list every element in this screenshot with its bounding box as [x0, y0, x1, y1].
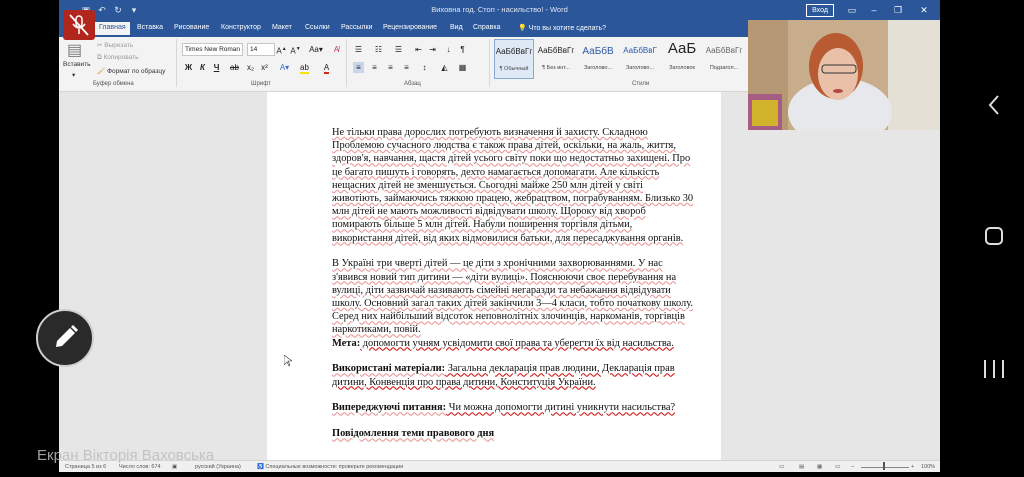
- style-normal[interactable]: [494, 39, 534, 79]
- style-title[interactable]: [662, 39, 702, 79]
- proofing-icon[interactable]: ▣: [172, 464, 178, 470]
- topic-heading-text: Повідомлення теми правового дня: [332, 428, 495, 440]
- materials-text: Загальна декларація прав людини, Декларація прав дитини, Конвенція про права дитини, Конституція України.: [332, 363, 675, 388]
- tab-draw[interactable]: Рисование: [174, 24, 210, 31]
- tab-references[interactable]: Ссылки: [305, 24, 330, 31]
- line-spacing-icon[interactable]: ↕: [422, 63, 427, 72]
- document-body[interactable]: [332, 126, 694, 440]
- clipboard-group-label: Буфер обмена: [93, 81, 134, 87]
- brush-icon: 🖌: [97, 68, 108, 75]
- restore-icon[interactable]: ❐: [893, 5, 903, 15]
- scissors-icon: ✂: [97, 42, 105, 49]
- focus-icon[interactable]: ▭: [779, 464, 785, 470]
- webcam-video: [748, 20, 944, 130]
- tab-mailings[interactable]: Рассылки: [341, 24, 373, 31]
- ribbon-display-options-icon[interactable]: ▭: [847, 5, 857, 15]
- page-count[interactable]: Страница 5 из 6: [65, 464, 107, 470]
- redo-icon[interactable]: ↻: [114, 5, 122, 15]
- print-layout-icon[interactable]: ▦: [817, 464, 823, 470]
- zoom-slider-thumb[interactable]: [883, 462, 885, 470]
- show-marks-icon[interactable]: ¶: [460, 45, 465, 54]
- ribbon-separator: [346, 39, 347, 87]
- font-group-label: Шрифт: [251, 81, 271, 87]
- customize-quick-access-icon[interactable]: ▾: [131, 5, 137, 15]
- accessibility-text: Специальные возможности: проверьте рекомендации: [265, 464, 404, 470]
- materials-line: [332, 362, 694, 388]
- align-left-icon[interactable]: ≡: [404, 63, 409, 72]
- copy-icon: ⧉: [97, 54, 104, 61]
- borders-icon[interactable]: ▦: [458, 63, 467, 72]
- mic-muted-icon[interactable]: [63, 10, 95, 40]
- goal-text: допомогти учням усвідомити свої права та уберегти їх від насильства.: [360, 337, 674, 349]
- paste-dropdown-icon[interactable]: ▾: [72, 72, 76, 79]
- cut-button[interactable]: [97, 41, 133, 49]
- web-layout-icon[interactable]: ▭: [835, 464, 841, 470]
- change-case-icon[interactable]: Aa▾: [309, 45, 323, 54]
- accessibility-status[interactable]: [257, 464, 403, 470]
- copy-label: Копировать: [103, 54, 139, 61]
- style-subtitle[interactable]: [704, 39, 744, 79]
- decrease-indent-icon[interactable]: ⇤: [415, 45, 422, 54]
- blank-line: [332, 245, 694, 258]
- undo-icon[interactable]: ↶: [98, 5, 106, 15]
- style-name: ¶ Без инт...: [542, 65, 570, 71]
- superscript-icon[interactable]: x²: [261, 63, 268, 72]
- subscript-icon[interactable]: x₂: [246, 63, 255, 72]
- blank-line: [332, 389, 694, 402]
- text-effects-icon[interactable]: A▾: [279, 63, 290, 72]
- align-justify-icon[interactable]: ≡: [353, 62, 364, 73]
- title-bar: [59, 0, 940, 20]
- language[interactable]: русский (Украина): [195, 464, 241, 470]
- goal-label: Мета:: [332, 337, 361, 349]
- strikethrough-icon[interactable]: ab: [230, 63, 239, 72]
- zoom-in-icon[interactable]: +: [911, 464, 915, 470]
- tell-me-text: Что вы хотите сделать?: [528, 25, 607, 32]
- multilevel-list-icon[interactable]: ☰: [394, 45, 403, 54]
- style-name: Заголово...: [625, 65, 655, 71]
- styles-group-label: Стили: [632, 81, 650, 87]
- style-preview: АаБбВвГ: [623, 46, 657, 55]
- question-label: Випереджуючі питання:: [332, 402, 447, 414]
- style-name: Заголово...: [583, 65, 613, 71]
- style-preview: АаБбВвГг: [537, 46, 575, 55]
- grow-font-icon[interactable]: A▲: [276, 46, 287, 56]
- numbering-icon[interactable]: ☷: [374, 45, 383, 54]
- tab-layout[interactable]: Макет: [272, 24, 292, 31]
- goal-line: [332, 337, 694, 350]
- style-heading-1[interactable]: [578, 39, 618, 79]
- copy-button[interactable]: [97, 54, 138, 62]
- tell-me-box[interactable]: [518, 24, 606, 32]
- cut-label: Вырезать: [104, 42, 134, 49]
- increase-indent-icon[interactable]: ⇥: [429, 45, 436, 54]
- zoom-slider[interactable]: [861, 467, 909, 468]
- font-color-icon[interactable]: A: [323, 63, 330, 72]
- minimize-icon[interactable]: –: [871, 5, 877, 15]
- accessibility-icon: ♿: [257, 464, 266, 470]
- materials-label: Використані матеріали:: [332, 363, 446, 375]
- style-name: Подзагол...: [709, 65, 739, 71]
- recents-icon[interactable]: [985, 360, 1003, 378]
- sort-icon[interactable]: ↓: [446, 45, 451, 54]
- style-preview: АаБ: [667, 40, 697, 57]
- participant-video-frame: [748, 20, 944, 130]
- highlight-icon[interactable]: ab: [300, 63, 309, 72]
- annotate-button[interactable]: [36, 309, 94, 367]
- shrink-font-icon[interactable]: A▼: [290, 46, 301, 56]
- tab-help[interactable]: Справка: [473, 24, 501, 31]
- clear-formatting-icon[interactable]: A̸: [333, 45, 340, 54]
- tab-design[interactable]: Конструктор: [221, 24, 261, 31]
- style-name: Заголовок: [669, 65, 695, 71]
- style-preview: АаБбВвГг: [495, 47, 533, 56]
- paragraph-group-label: Абзац: [404, 81, 421, 87]
- ribbon-separator: [489, 39, 490, 87]
- tab-view[interactable]: Вид: [450, 24, 463, 31]
- paste-icon[interactable]: ▤: [67, 42, 83, 59]
- home-icon[interactable]: [986, 228, 1002, 244]
- format-painter-label: Формат по образцу: [107, 68, 166, 75]
- read-mode-icon[interactable]: ▤: [799, 464, 805, 470]
- italic-button[interactable]: К: [200, 63, 205, 72]
- document-title: Виховна год. Стоп - насильство! - Word: [431, 5, 568, 14]
- paragraph-rights-problem: Не тільки права дорослих потребують визначення й захисту. Складною Проблемою сучасного людства є також права дітей, оскільки, на жаль, життя, здоров'я, навчання, щастя дітей усього світу поки що недостатньо захищені. Про це багато пишуть і говорять, дехто намагається допомагати. Але кількість нещасних дітей не зменшується. Сьогодні майже 250 млн дітей у світі животіють, займаючись тяжкою працею, жебрацтвом, пограбуванням. Близько 30 млн дітей не мають можливості відвідувати школу. Щороку від хвороб помирають більше 5 млн дітей. Набули поширення торгівля дітьми, використання дітей, від яких відмовилися батьки, для пересаджування органів.: [332, 127, 694, 244]
- blank-line: [332, 415, 694, 428]
- mouse-cursor-icon: [284, 354, 292, 366]
- android-nav-bar: [940, 0, 1024, 472]
- font-size-select[interactable]: 14: [247, 43, 275, 56]
- ribbon-separator: [176, 39, 177, 87]
- style-heading-2[interactable]: [620, 39, 660, 79]
- bullets-icon[interactable]: ☰: [354, 45, 363, 54]
- sign-in-button[interactable]: Вход: [806, 4, 834, 17]
- tab-home[interactable]: Главная: [95, 22, 130, 35]
- tab-review[interactable]: Рецензирование: [383, 24, 438, 31]
- blank-line: [332, 350, 694, 363]
- style-no-spacing[interactable]: [536, 39, 576, 79]
- format-painter-button[interactable]: [97, 67, 165, 75]
- question-text: Чи можна допомогти дитині уникнути насильства?: [446, 402, 676, 414]
- question-line: [332, 401, 694, 414]
- style-preview: АаБбВ: [582, 46, 614, 57]
- paste-button[interactable]: Вставить: [63, 61, 91, 68]
- tab-insert[interactable]: Вставка: [137, 24, 164, 31]
- zoom-out-icon[interactable]: –: [851, 464, 855, 470]
- align-center-icon[interactable]: ≡: [372, 63, 377, 72]
- pencil-icon: [38, 311, 92, 365]
- underline-button[interactable]: Ч: [213, 63, 220, 72]
- lightbulb-icon: 💡: [518, 25, 527, 32]
- zoom-level[interactable]: 100%: [921, 464, 936, 470]
- document-page[interactable]: [267, 92, 721, 472]
- back-icon[interactable]: [990, 96, 998, 114]
- paragraph-ukraine-children: В Україні три чверті дітей — це діти з хронічними захворюваннями. У нас з'явився новий тип дитини — «діти вулиці». Пояснюючи своє перебування на вулиці, діти зазвичай називають сімейні негаразди та небажання відвідувати школу. Основний загал таких дітей закінчили 3—4 класи, тобто початкову школу. Серед них найбільший відсоток неповнолітніх злочинців, наркоманів, торгівців наркотиками, повій.: [332, 258, 693, 336]
- close-icon[interactable]: ✕: [920, 5, 928, 15]
- word-count[interactable]: Число слов: 674: [119, 464, 161, 470]
- style-name: ¶ Обычный: [499, 66, 529, 72]
- screen-share-label: Екран Вікторія Ваховська: [37, 447, 215, 464]
- bold-button[interactable]: Ж: [184, 63, 193, 72]
- shading-icon[interactable]: ◭: [441, 63, 448, 72]
- font-family-select[interactable]: Times New Roman: [182, 43, 243, 56]
- topic-heading: [332, 427, 694, 440]
- style-preview: АаБбВвГг: [705, 46, 743, 55]
- align-right-icon[interactable]: ≡: [388, 63, 393, 72]
